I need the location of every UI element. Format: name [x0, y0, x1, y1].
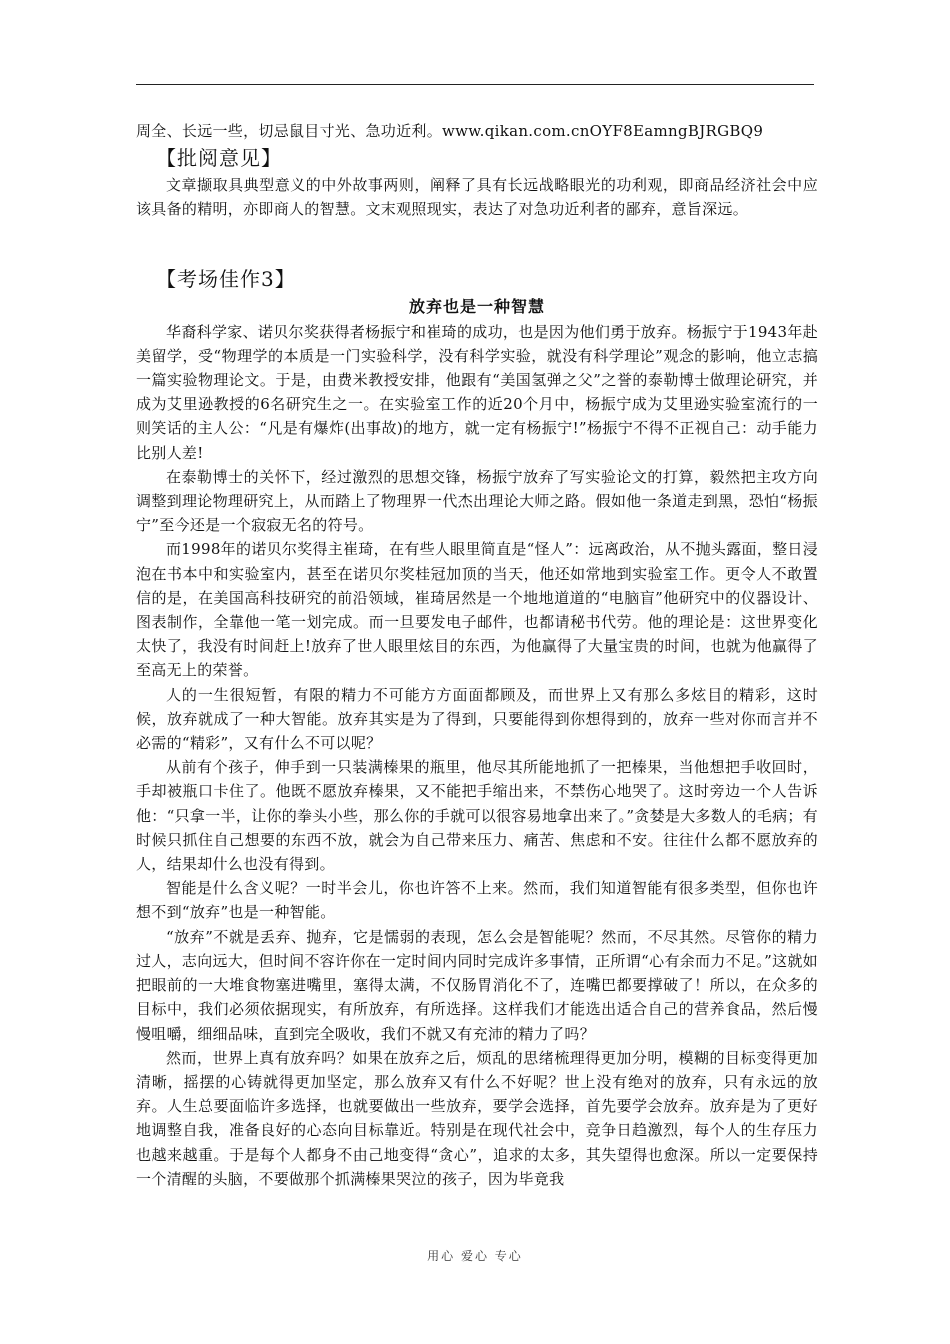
section-spacer: [136, 222, 818, 264]
continued-text: 周全、长远一些，切忌鼠目寸光、急功近利。www.qikan.com.cnOYF8EamngBJRGBQ9: [136, 122, 764, 140]
essay-paragraph: 华裔科学家、诺贝尔奖获得者杨振宁和崔琦的成功，也是因为他们勇于放弃。杨振宁于1943年赴美留学，受“物理学的本质是一门实验科学，没有科学实验，就没有科学理论”观念的影响，他立志搞一篇实验物理论文。于是，由费米教授安排，他跟有“美国氢弹之父”之誉的泰勒博士做理论研究，并成为艾里逊教授的6名研究生之一。在实验室工作的近20个月中，杨振宁成为艾里逊实验室流行的一则笑话的主人公：“凡是有爆炸(出事故)的地方，就一定有杨振宁!”杨振宁不得不正视自己：动手能力比别人差!: [136, 322, 818, 462]
essay-paragraph: 在泰勒博士的关怀下，经过激烈的思想交锋，杨振宁放弃了写实验论文的打算，毅然把主攻方向调整到理论物理研究上，从而踏上了物理界一代杰出理论大师之路。假如他一条道走到黑，恐怕“杨振宁”至今还是一个寂寂无名的符号。: [136, 467, 818, 535]
document-body: [136, 119, 818, 1191]
essay-paragraph: 然而，世界上真有放弃吗？如果在放弃之后，烦乱的思绪梳理得更加分明，模糊的目标变得更加清晰，摇摆的心铸就得更加坚定，那么放弃又有什么不好呢？世上没有绝对的放弃，只有永远的放弃。人生总要面临许多选择，也就要做出一些放弃，要学会选择，首先要学会放弃。放弃是为了更好地调整自我，准备良好的心态向目标靠近。特别是在现代社会中，竞争日趋激烈，每个人的生存压力也越来越重。于是每个人都身不由己地变得“贪心”，追求的太多，其失望得也愈深。所以一定要保持一个清醒的头脑，不要做那个抓满榛果哭泣的孩子，因为毕竟我: [136, 1048, 818, 1188]
essay-heading: 【考场佳作3】: [156, 266, 296, 291]
essay-paragraph: 而1998年的诺贝尔奖得主崔琦，在有些人眼里简直是“怪人”：远离政治，从不抛头露面，整日浸泡在书本中和实验室内，甚至在诺贝尔奖桂冠加顶的当天，他还如常地到实验室工作。更令人不敢置信的是，在美国高科技研究的前沿领域，崔琦居然是一个地地道道的“电脑盲”他研究中的仪器设计、图表制作，全靠他一笔一划完成。而一旦要发电子邮件，也都请秘书代劳。他的理论是：这世界变化太快了，我没有时间赶上!放弃了世人眼里炫目的东西，为他赢得了大量宝贵的时间，也就为他赢得了至高无上的荣誉。: [136, 540, 819, 680]
essay-paragraph: 智能是什么含义呢？一时半会儿，你也许答不上来。然而，我们知道智能有很多类型，但你也许想不到“放弃”也是一种智能。: [136, 879, 818, 922]
essay-title: 放弃也是一种智慧: [408, 296, 545, 316]
essay-paragraph: 从前有个孩子，伸手到一只装满榛果的瓶里，他尽其所能地抓了一把榛果，当他想把手收回时，手却被瓶口卡住了。他既不愿放弃榛果，又不能把手缩出来，不禁伤心地哭了。这时旁边一个人告诉他：“只拿一半，让你的拳头小些，那么你的手就可以很容易地拿出来了。”贪婪是大多数人的毛病；有时候只抓住自己想要的东西不放，就会为自己带来压力、痛苦、焦虑和不安。往往什么都不愿放弃的人，结果却什么也没有得到。: [136, 758, 818, 874]
header-rule: [136, 84, 814, 85]
essay-paragraph: “放弃”不就是丢弃、抛弃，它是懦弱的表现，怎么会是智能呢？然而，不尽其然。尽管你的精力过人，志向远大，但时间不容许你在一定时间内同时完成许多事情，正所谓“心有余而力不足。”这就如把眼前的一大堆食物塞进嘴里，塞得太满，不仅肠胃消化不了，连嘴巴都要撑破了！所以，在众多的目标中，我们必须依据现实，有所放弃，有所选择。这样我们才能选出适合自己的营养食品，然后慢慢咀嚼，细细品味，直到完全吸收，我们不就又有充沛的精力了吗？: [136, 927, 818, 1043]
essay-paragraph: 人的一生很短暂，有限的精力不可能方方面面都顾及，而世界上又有那么多炫目的精彩，这时候，放弃就成了一种大智能。放弃其实是为了得到，只要能得到你想得到的，放弃一些对你而言并不必需的“精彩”，又有什么不可以呢？: [136, 685, 818, 753]
review-heading: 【批阅意见】: [156, 146, 282, 171]
page-footer: 用心 爱心 专心: [427, 1249, 523, 1263]
review-text: 文章撷取具典型意义的中外故事两则，阐释了具有长远战略眼光的功利观，即商品经济社会中应该具备的精明，亦即商人的智慧。文末观照现实，表达了对急功近利者的鄙弃，意旨深远。: [136, 176, 818, 219]
